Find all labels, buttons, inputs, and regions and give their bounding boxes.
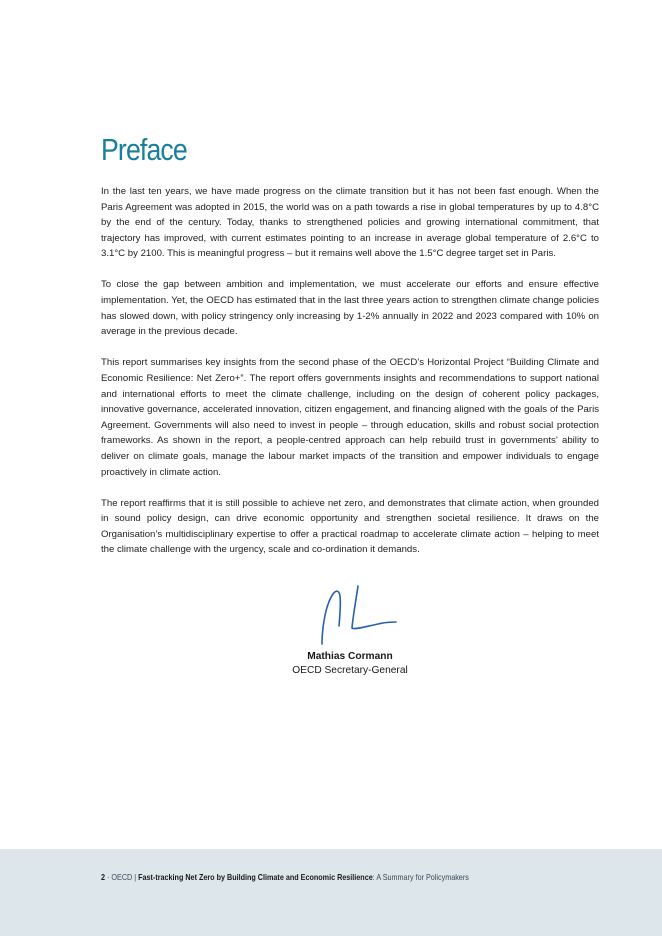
page-title: Preface	[101, 132, 187, 167]
paragraph-2: To close the gap between ambition and implementation, we must accelerate our efforts and ensure effective implementation. Yet, the OECD has estimated that in the last three years action to strengthen climate change policies has slowed down, with policy stringency only increasing by 1-2% annually in 2022 and 2023 compared with 10% on average in the previous decade.	[101, 279, 599, 338]
page-number: 2	[101, 873, 106, 882]
footer-org: · OECD |	[105, 873, 139, 882]
paragraph-3: This report summarises key insights from the second phase of the OECD’s Horizontal Project “Building Climate and Economic Resilience: Net Zero+”. The report offers governments insights and recommendations to support national and international efforts to meet the climate challenge, including on the design of coherent policy packages, innovative governance, accelerated innovation, citizen engagement, and financing aligned with the goals of the Paris Agreement. Governments will also need to invest in people – through education, skills and robust social protection frameworks. As shown in the report, a people-centred approach can help rebuild trust in governments’ ability to deliver on climate goals, manage the labour market impacts of the transition and empower individuals to engage proactively in climate action.	[101, 357, 599, 478]
signature-block	[230, 580, 470, 678]
page-footer	[0, 849, 662, 936]
signer-title: OECD Secretary-General	[292, 665, 408, 676]
handwritten-signature	[300, 580, 400, 650]
publication-subtitle: : A Summary for Policymakers	[372, 873, 469, 882]
paragraph-1: In the last ten years, we have made progress on the climate transition but it has not been fast enough. When the Paris Agreement was adopted in 2015, the world was on a path towards a rise in global temperatures by up to 4.8°C by the end of the century. Today, thanks to strengthened policies and growing international commitment, that trajectory has improved, with current estimates pointing to an increase in average global temperature of 2.6°C to 3.1°C by 2100. This is meaningful progress – but it remains well above the 1.5°C degree target set in Paris.	[101, 186, 599, 260]
preface-body	[101, 184, 599, 573]
footer-line	[101, 872, 469, 884]
paragraph-4: The report reaffirms that it is still possible to achieve net zero, and demonstrates that climate action, when grounded in sound policy design, can drive economic opportunity and strengthen societal resilience. It draws on the Organisation’s multidisciplinary expertise to offer a practical roadmap to accelerate climate action – helping to meet the climate challenge with the urgency, scale and co-ordination it demands.	[101, 497, 599, 556]
publication-title: Fast-tracking Net Zero by Building Climate and Economic Resilience	[138, 873, 373, 882]
signer-name: Mathias Cormann	[307, 651, 393, 662]
